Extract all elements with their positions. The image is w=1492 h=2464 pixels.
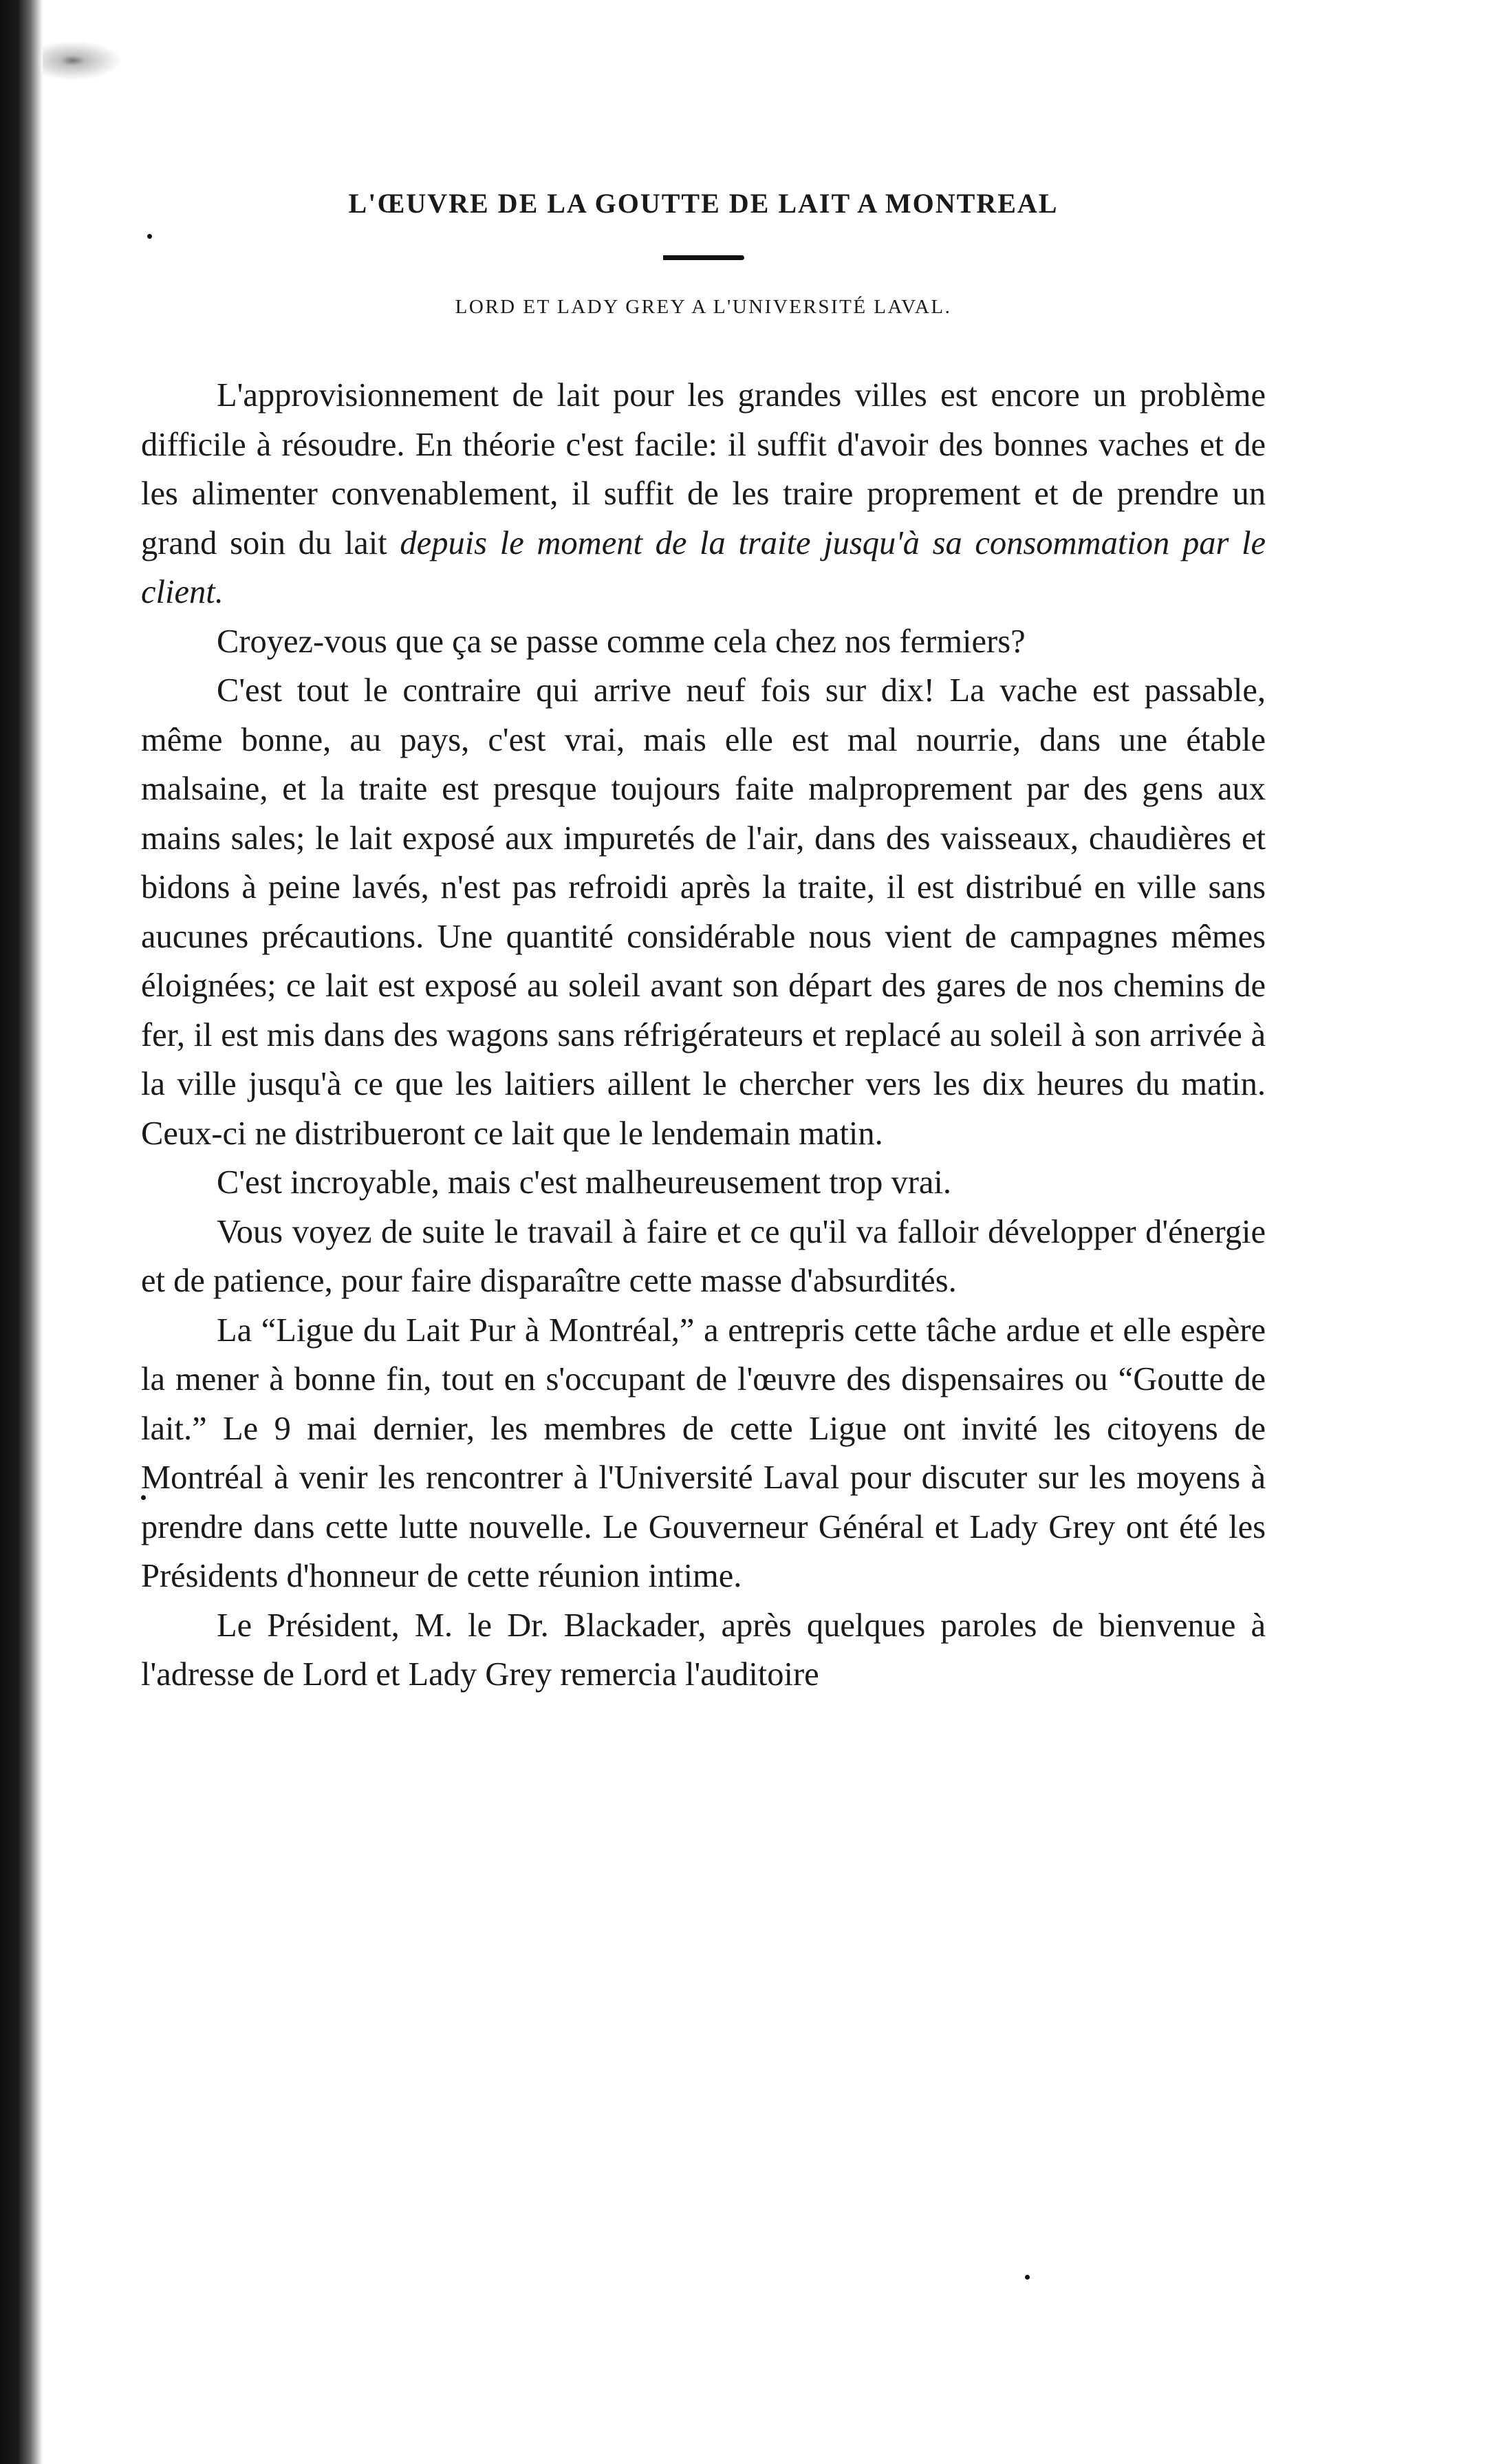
paragraph-text: L'approvisionnement de lait pour les grandes villes est encore un problème difficile à résoudre. En théorie c'est facile: il suffit d'avoir des bonnes vaches et de les alimenter convenablement, il suffit de les traire proprement et de prendre un grand soin du lait — [141, 377, 1266, 561]
paragraph: C'est incroyable, mais c'est malheureusement trop vrai. — [217, 1164, 951, 1201]
paragraph: Croyez-vous que ça se passe comme cela chez nos fermiers? — [217, 623, 1026, 660]
paragraph — [141, 371, 1266, 617]
article-title: L'ŒUVRE DE LA GOUTTE DE LAIT A MONTREAL — [348, 188, 1059, 219]
paragraph: C'est tout le contraire qui arrive neuf fois sur dix! La vache est passable, même bonne, au pays, c'est vrai, mais elle est mal nourrie, dans une étable malsaine, et la traite est presque toujours faite malproprement par des gens aux mains sales; le lait exposé aux impuretés de l'air, dans des vaisseaux, chaudières et bidons à peine lavés, n'est pas refroidi après la traite, il est distribué en ville sans aucunes précautions. Une quantité considérable nous vient de campagnes mêmes éloignées; ce lait est exposé au soleil avant son départ des gares de nos chemins de fer, il est mis dans des wagons sans réfrigérateurs et replacé au soleil à son arrivée à la ville jusqu'à ce que les laitiers aillent le chercher vers les dix heures du matin. Ceux-ci ne distribueront ce lait que le lendemain matin. — [141, 672, 1266, 1152]
page-content — [141, 165, 1266, 1700]
article-body — [141, 371, 1266, 1700]
paragraph: Vous voyez de suite le travail à faire et ce qu'il va falloir développer d'énergie et de patience, pour faire disparaître cette masse d'absurdités. — [141, 1213, 1266, 1299]
scan-speckle — [43, 28, 194, 110]
article-subtitle: LORD ET LADY GREY A L'UNIVERSITÉ LAVAL. — [455, 296, 952, 318]
scan-dot — [1025, 2275, 1030, 2280]
paragraph: La “Ligue du Lait Pur à Montréal,” a entrepris cette tâche ardue et elle espère la mener à bonne fin, tout en s'occupant de l'œuvre des dispensaires ou “Goutte de lait.” Le 9 mai dernier, les membres de cette Ligue ont invité les citoyens de Montréal à venir les rencontrer à l'Université Laval pour discuter sur les moyens à prendre dans cette lutte nouvelle. Le Gouverneur Général et Lady Grey ont été les Présidents d'honneur de cette réunion intime. — [141, 1311, 1266, 1594]
scan-binding-edge — [0, 0, 43, 2464]
paragraph: Le Président, M. le Dr. Blackader, après quelques paroles de bienvenue à l'adresse de Lord et Lady Grey remercia l'auditoire — [141, 1607, 1266, 1693]
emphasis-text: depuis le moment de la traite jusqu'à sa consommation par le client. — [141, 524, 1266, 610]
title-rule — [663, 255, 744, 260]
